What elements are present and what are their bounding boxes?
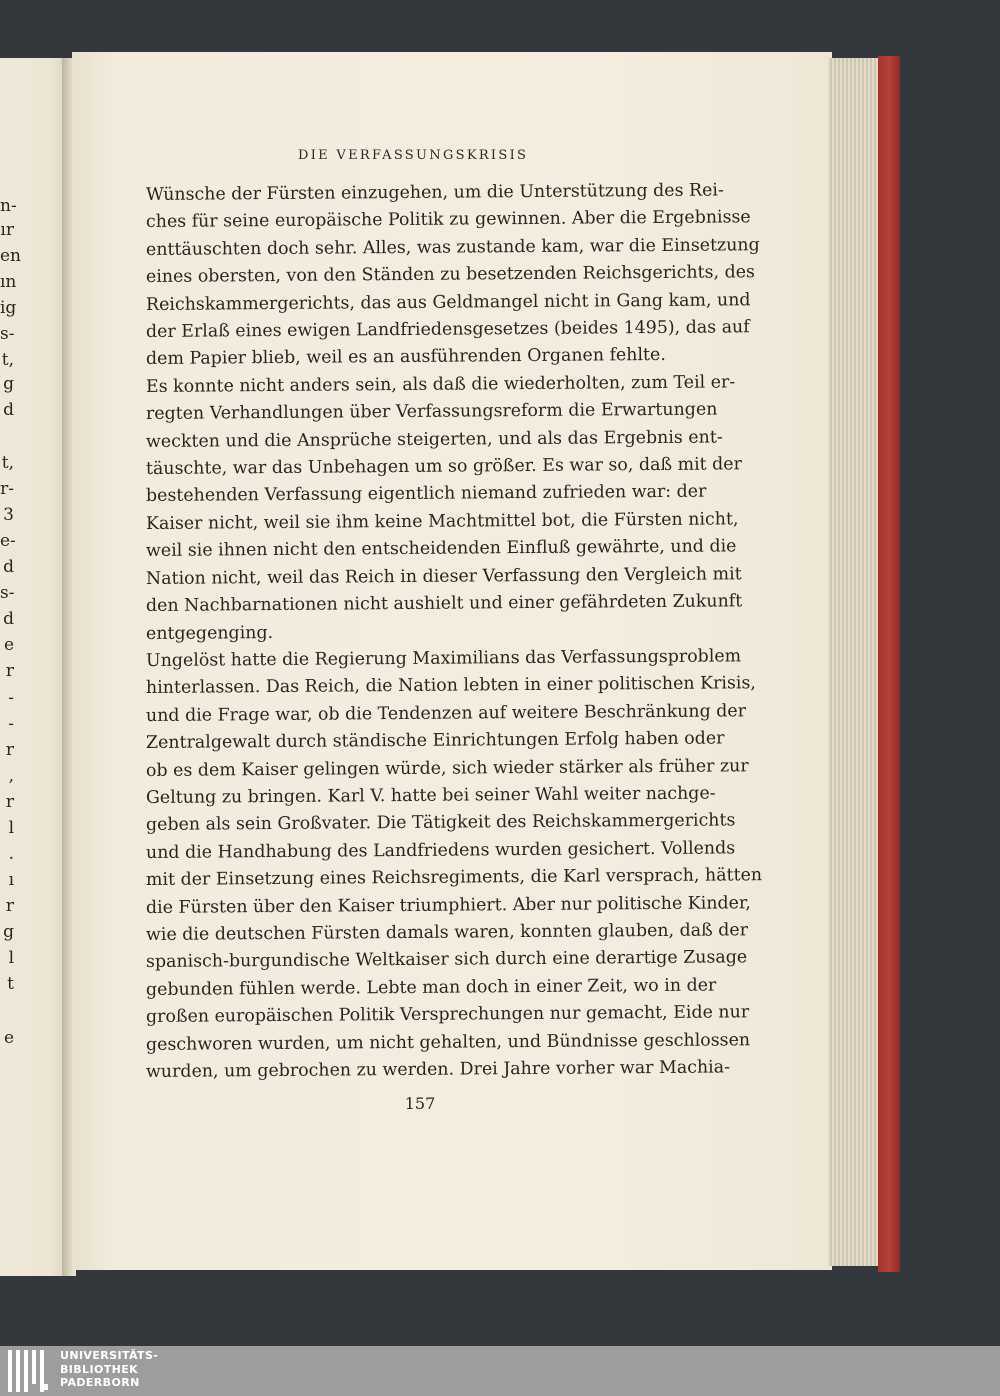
text-line: den Nachbarnationen nicht aushielt und einer gefährdeten Zukunft xyxy=(145,591,743,617)
previous-page-fragment: s- xyxy=(0,583,15,603)
previous-page-fragment: t, xyxy=(1,453,14,473)
text-line: Es konnte nicht anders sein, als daß die wiederholten, zum Teil er- xyxy=(145,372,736,397)
logo-line: UNIVERSITÄTS- xyxy=(60,1349,159,1362)
text-line: dem Papier blieb, weil es an ausführenden Organen fehlte. xyxy=(145,345,666,370)
library-logo-text xyxy=(60,1349,158,1390)
body-text xyxy=(145,180,763,1086)
text-line: regten Verhandlungen über Verfassungsreform die Erwartungen xyxy=(145,399,718,425)
text-line: Wünsche der Fürsten einzugehen, um die Unterstützung des Rei- xyxy=(145,180,724,205)
text-line: hinterlassen. Das Reich, die Nation lebten in einer politischen Krisis, xyxy=(145,673,756,699)
previous-page-fragment: r xyxy=(5,896,14,916)
previous-page-fragment: e xyxy=(3,1028,14,1048)
text-line: eines obersten, von den Ständen zu besetzenden Reichsgerichts, des xyxy=(145,262,756,288)
text-line: großen europäischen Politik Versprechungen nur gemacht, Eide nur xyxy=(145,1002,750,1028)
previous-page-fragment: s- xyxy=(0,324,15,344)
previous-page-fragment: e xyxy=(3,635,14,655)
previous-page-fragment: e- xyxy=(0,531,16,551)
previous-page-fragment: r xyxy=(5,740,14,760)
text-line: Zentralgewalt durch ständische Einrichtungen Erfolg haben oder xyxy=(145,728,725,754)
previous-page-fragment: ır xyxy=(0,220,14,240)
text-line: Kaiser nicht, weil sie ihm keine Machtmittel bot, die Fürsten nicht, xyxy=(145,509,739,534)
previous-page-fragment: ig xyxy=(0,298,17,318)
book-cover-edge xyxy=(878,56,900,1272)
previous-page-fragment: . xyxy=(8,844,14,864)
previous-page-fragment: d xyxy=(3,400,14,420)
text-line: entgegenging. xyxy=(145,622,274,644)
text-line: und die Frage war, ob die Tendenzen auf weitere Beschränkung der xyxy=(145,701,747,726)
text-line: Geltung zu bringen. Karl V. hatte bei seiner Wahl weiter nachge- xyxy=(145,783,716,808)
text-line: ches für seine europäische Politik zu gewinnen. Aber die Ergebnisse xyxy=(145,207,751,233)
text-line: enttäuschten doch sehr. Alles, was zustande kam, war die Einsetzung xyxy=(145,234,760,260)
previous-page-fragment: r xyxy=(5,792,14,812)
text-line: geschworen wurden, um nicht gehalten, und Bündnisse geschlossen xyxy=(145,1029,751,1055)
text-line: wurden, um gebrochen zu werden. Drei Jahre vorher war Machia- xyxy=(145,1057,730,1082)
text-line: ob es dem Kaiser gelingen würde, sich wieder stärker als früher zur xyxy=(145,755,749,781)
text-line: Nation nicht, weil das Reich in dieser Verfassung den Vergleich mit xyxy=(145,564,742,589)
text-line: die Fürsten über den Kaiser triumphiert. Aber nur politische Kinder, xyxy=(145,892,751,918)
text-line: der Erlaß eines ewigen Landfriedensgesetzes (beides 1495), das auf xyxy=(145,317,750,343)
previous-page-fragment: - xyxy=(8,714,14,734)
text-line: weckten und die Ansprüche steigerten, und als das Ergebnis ent- xyxy=(145,427,723,452)
running-head: DIE VERFASSUNGSKRISIS xyxy=(298,148,529,163)
previous-page-fragment: r xyxy=(5,661,14,681)
text-line: Ungelöst hatte die Regierung Maximilians das Verfassungsproblem xyxy=(145,646,742,671)
previous-page-fragment: ı xyxy=(8,870,14,890)
logo-line: PADERBORN xyxy=(60,1376,140,1389)
previous-page-fragment: n- xyxy=(0,196,17,216)
text-line: weil sie ihnen nicht den entscheidenden Einfluß gewährte, und die xyxy=(145,536,737,562)
previous-page-fragment: - xyxy=(8,688,14,708)
previous-page-fragment: l xyxy=(8,818,14,838)
text-line: mit der Einsetzung eines Reichsregiments, die Karl versprach, hätten xyxy=(145,865,763,891)
previous-page-fragment: g xyxy=(3,922,14,942)
previous-page-fragment: l xyxy=(8,948,14,968)
previous-page-fragment: r- xyxy=(0,479,14,499)
previous-page-fragment: d xyxy=(3,609,14,629)
previous-page-fragment: ın xyxy=(0,272,17,292)
text-line: täuschte, war das Unbehagen um so größer. Es war so, daß mit der xyxy=(145,454,742,480)
previous-page-fragment: d xyxy=(3,557,14,577)
previous-page-fragment: t xyxy=(7,974,14,994)
page-number: 157 xyxy=(404,1094,436,1113)
text-line: Reichskammergerichts, das aus Geldmangel nicht in Gang kam, und xyxy=(145,289,751,315)
previous-page-fragment: g xyxy=(3,374,14,394)
previous-page-fragment: t, xyxy=(1,350,14,370)
previous-page-fragment: en xyxy=(0,246,22,266)
library-footer xyxy=(0,1346,1000,1396)
text-line: wie die deutschen Fürsten damals waren, konnten glauben, daß der xyxy=(145,920,749,945)
previous-page-fragment: , xyxy=(8,766,14,786)
logo-line: BIBLIOTHEK xyxy=(60,1362,139,1376)
text-line: und die Handhabung des Landfriedens wurden gesichert. Vollends xyxy=(145,838,736,863)
text-line: gebunden fühlen werde. Lebte man doch in einer Zeit, wo in der xyxy=(145,975,717,1000)
text-line: spanisch-burgundische Weltkaiser sich durch eine derartige Zusage xyxy=(145,947,748,973)
library-logo-icon xyxy=(8,1350,52,1392)
page-block-edges xyxy=(828,58,882,1266)
text-line: bestehenden Verfassung eigentlich niemand zufrieden war: der xyxy=(145,482,707,507)
text-line: geben als sein Großvater. Die Tätigkeit des Reichskammergerichts xyxy=(145,810,736,836)
previous-page-fragment: 3 xyxy=(3,505,14,525)
